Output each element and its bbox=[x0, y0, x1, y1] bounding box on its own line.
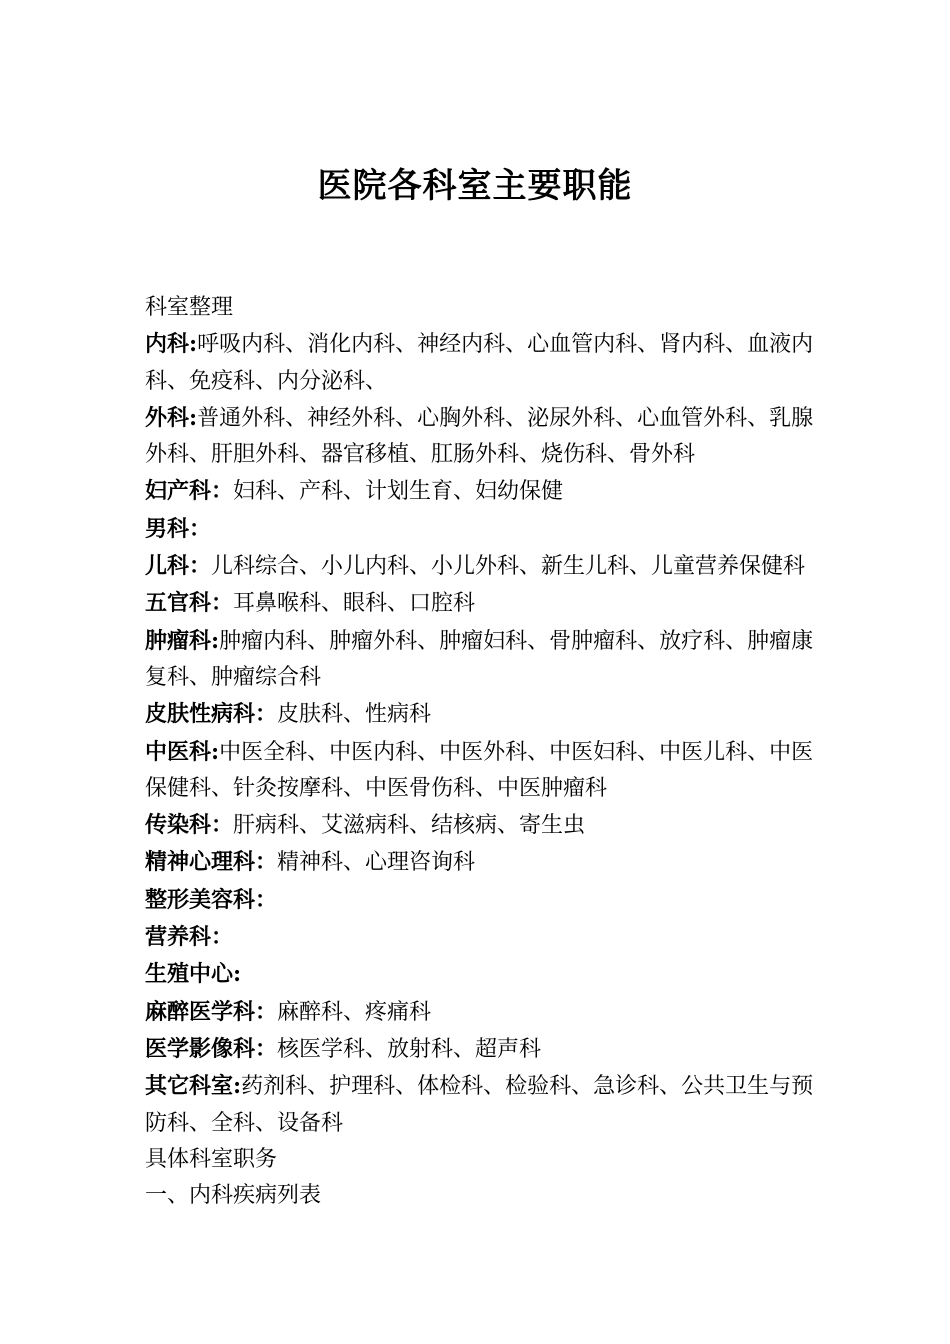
entry-text: 妇科、产科、计划生育、妇幼保健 bbox=[233, 479, 564, 505]
entry-head: 五官科： bbox=[145, 590, 234, 617]
entry-text: 肿瘤内科、肿瘤外科、肿瘤妇科、骨肿瘤科、放疗科、肿瘤康复科、肿瘤综合科 bbox=[145, 628, 814, 690]
document-title: 医院各科室主要职能 bbox=[317, 166, 633, 206]
entry-pediatrics bbox=[145, 548, 825, 585]
entry-text: 药剂科、护理科、体检科、检验科、急诊科、公共卫生与预防科、全科、设备科 bbox=[145, 1074, 814, 1136]
entry-text: 精神科、心理咨询科 bbox=[277, 850, 476, 876]
entry-text: 肝病科、艾滋病科、结核病、寄生虫 bbox=[233, 813, 586, 839]
entry-obstetrics-gynecology bbox=[145, 473, 825, 510]
entry-anesthesiology bbox=[145, 994, 825, 1031]
entry-plastic-surgery bbox=[145, 882, 825, 919]
entry-text: 呼吸内科、消化内科、神经内科、心血管内科、肾内科、血液内科、免疫科、内分泌科、 bbox=[145, 332, 814, 394]
entry-text: 普通外科、神经外科、心胸外科、泌尿外科、心血管外科、乳腺外科、肝胆外科、器官移植、肛肠外科、烧伤科、骨外科 bbox=[145, 405, 814, 468]
document-content bbox=[145, 290, 825, 1214]
entry-head: 营养科： bbox=[145, 924, 234, 951]
entry-head: 肿瘤科: bbox=[145, 627, 220, 654]
entry-text: 中医全科、中医内科、中医外科、中医妇科、中医儿科、中医保健科、针灸按摩科、中医骨伤科、中医肿瘤科 bbox=[145, 739, 814, 801]
entry-head: 外科: bbox=[145, 404, 198, 431]
entry-head: 精神心理科： bbox=[145, 849, 278, 876]
intro-line: 科室整理 bbox=[145, 295, 234, 320]
entry-head: 麻醉医学科： bbox=[145, 998, 278, 1025]
entry-medical-imaging bbox=[145, 1031, 825, 1068]
entry-head: 男科： bbox=[145, 515, 212, 542]
entry-ent bbox=[145, 585, 825, 622]
entry-tcm bbox=[145, 734, 825, 808]
entry-head: 妇产科： bbox=[145, 478, 234, 505]
entry-nutrition bbox=[145, 919, 825, 956]
entry-text: 麻醉科、疼痛科 bbox=[277, 999, 432, 1025]
entry-text: 核医学科、放射科、超声科 bbox=[277, 1036, 542, 1062]
entry-head: 皮肤性病科： bbox=[145, 701, 278, 728]
entry-other-departments bbox=[145, 1068, 825, 1142]
entry-surgery bbox=[145, 400, 825, 474]
entry-text: 皮肤科、性病科 bbox=[277, 702, 432, 728]
subsection-heading: 一、内科疾病列表 bbox=[145, 1183, 322, 1209]
entry-head: 生殖中心: bbox=[145, 961, 242, 988]
entry-infectious-disease bbox=[145, 807, 825, 844]
entry-text: 儿科综合、小儿内科、小儿外科、新生儿科、儿童营养保健科 bbox=[211, 554, 806, 580]
entry-psychiatry bbox=[145, 844, 825, 881]
entry-text: 耳鼻喉科、眼科、口腔科 bbox=[233, 591, 476, 617]
entry-head: 其它科室: bbox=[145, 1073, 242, 1100]
entry-dermatology bbox=[145, 696, 825, 733]
entry-head: 传染科： bbox=[145, 812, 234, 839]
entry-head: 中医科: bbox=[145, 738, 220, 765]
entry-andrology bbox=[145, 511, 825, 548]
entry-oncology bbox=[145, 623, 825, 697]
entry-head: 整形美容科： bbox=[145, 886, 278, 913]
entry-head: 儿科： bbox=[145, 553, 212, 580]
entry-internal-medicine bbox=[145, 326, 825, 400]
entry-reproductive-center bbox=[145, 956, 825, 993]
entry-head: 医学影像科： bbox=[145, 1035, 278, 1062]
entry-head: 内科: bbox=[145, 331, 198, 358]
section-heading: 具体科室职务 bbox=[145, 1146, 278, 1172]
